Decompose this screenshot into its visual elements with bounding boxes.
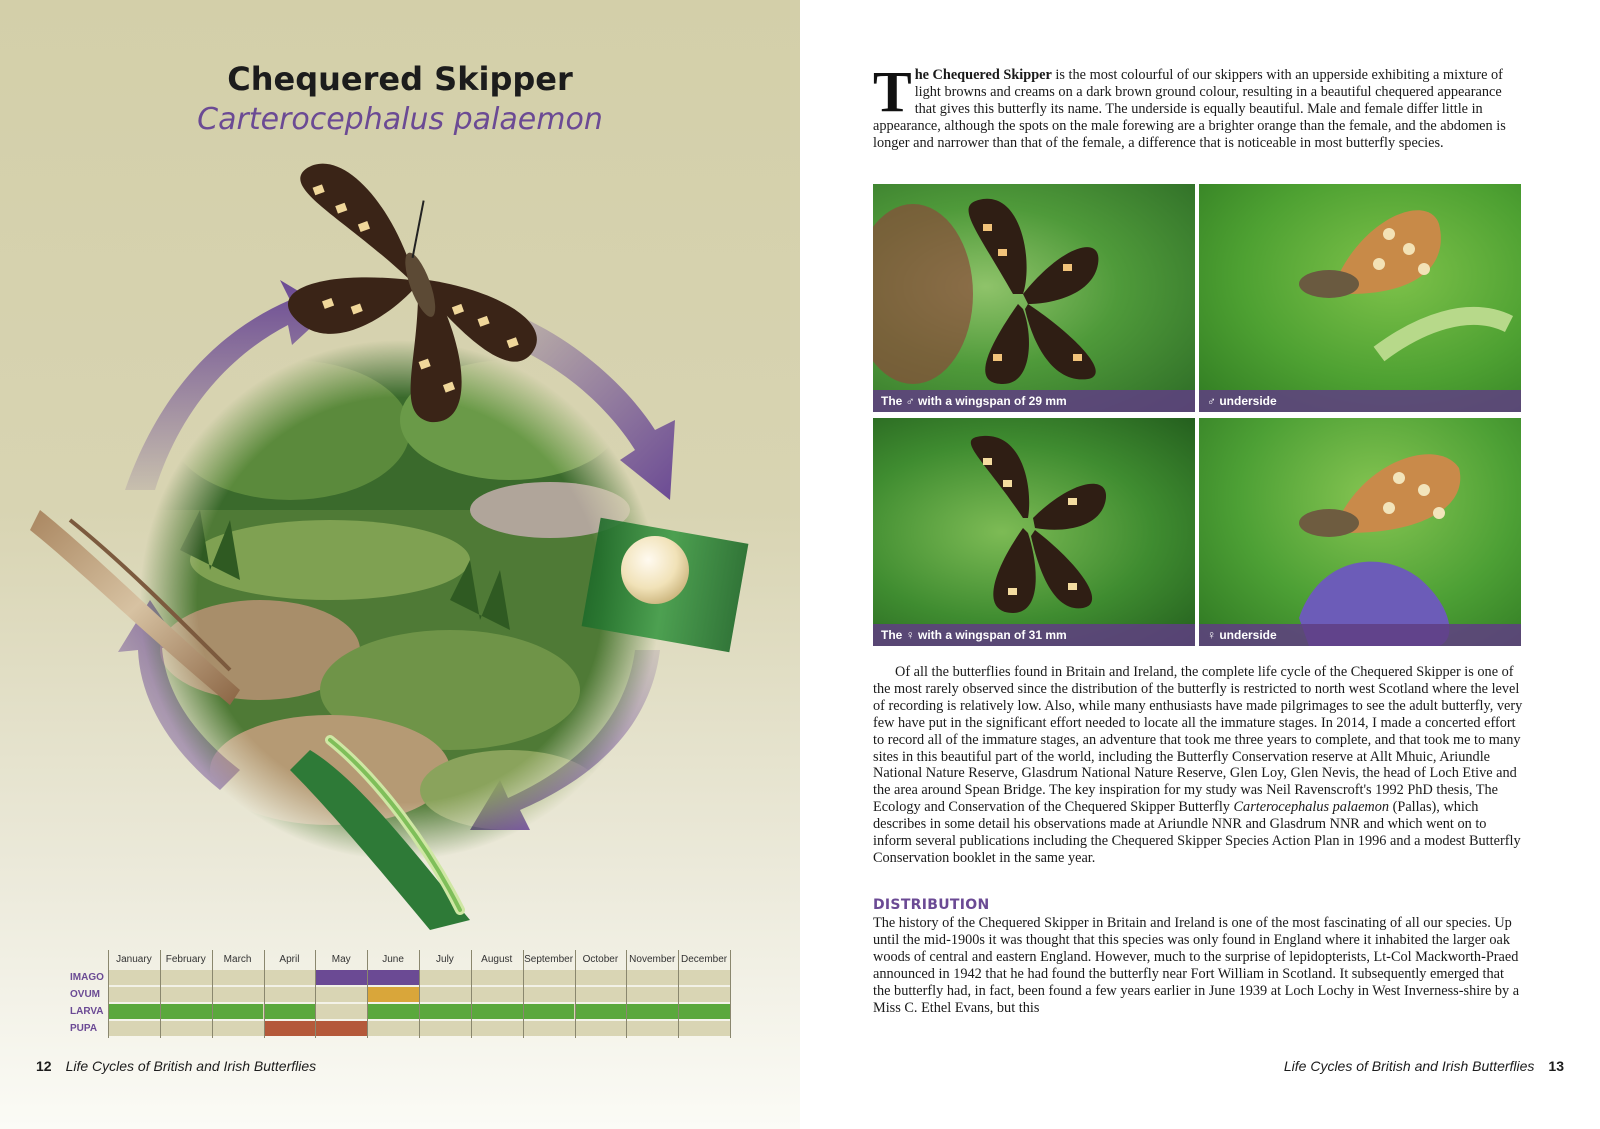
species-latin-name: Carterocephalus palaemon — [197, 102, 603, 137]
intro-text: is the most colourful of our skippers with an upperside exhibiting a mixture of light browns and creams on a dark brown ground colour, resulting in a beautiful chequered appearance that gives this butterfly its name. The underside is equally beautiful. Male and female differ little in appearance, although the spots on the male forewing are a brighter orange than the female, and the abdomen is longer and narrower than that of the female, a difference that is noticeable in most butterfly species. — [873, 67, 1506, 151]
month-divider — [471, 950, 472, 1038]
stage-label: LARVA — [70, 1006, 104, 1017]
photo-grid — [873, 184, 1521, 646]
left-footer — [36, 1058, 316, 1074]
month-divider — [626, 950, 627, 1038]
drop-cap: T — [873, 59, 912, 124]
male-upperside-butterfly-icon — [873, 184, 1195, 412]
para2-text-b: (Pallas), which describes in some detail his observations made at Ariundle NNR and Glasdrum NNR and which went on to inform several publications including the Chequered Skipper Species Action Plan in 1996 and a modest Butterfly Conservation booklet in the same year. — [873, 799, 1521, 866]
right-footer — [1284, 1058, 1564, 1074]
month-label: February — [165, 954, 206, 965]
stage-bar — [419, 1004, 471, 1019]
photo-male-underside — [1199, 184, 1521, 412]
right-page — [800, 0, 1600, 1129]
stage-label: IMAGO — [70, 972, 104, 983]
stage-row — [70, 1021, 730, 1036]
stage-bar — [367, 1004, 419, 1019]
month-label: September — [524, 954, 574, 965]
photo-caption: ♂ underside — [1199, 390, 1521, 412]
month-divider — [108, 950, 109, 1038]
stage-bar — [523, 1004, 575, 1019]
book-title: Life Cycles of British and Irish Butterflies — [1283, 1058, 1535, 1074]
stage-bar — [575, 1004, 627, 1019]
distribution-paragraph: The history of the Chequered Skipper in Britain and Ireland is one of the most fascinating of all our species. Up until the mid-1900s it was thought that this species was only found in England where it inhabited the larger oak woods of central and eastern England. However, much to the surprise of lepidopterists, Lt-Col Mackworth-Praed announced in 1942 that he had found the butterfly near Fort William in Scotland. It subsequently emerged that the butterfly had, in fact, been found a few years earlier in June 1939 at Loch Lochy in West Inverness-shire by a Miss C. Ethel Evans, but this — [873, 915, 1520, 1016]
month-divider — [264, 950, 265, 1038]
photo-caption: ♀ underside — [1199, 624, 1521, 646]
month-divider — [419, 950, 420, 1038]
book-title: Life Cycles of British and Irish Butterflies — [65, 1058, 317, 1074]
distribution-heading: DISTRIBUTION — [873, 897, 990, 913]
life-cycle-illustration — [30, 130, 770, 930]
life-cycle-paragraph — [873, 664, 1523, 867]
stage-row — [70, 970, 730, 985]
female-underside-butterfly-icon — [1199, 418, 1521, 646]
stage-label: PUPA — [70, 1023, 98, 1034]
stage-bar — [212, 1004, 264, 1019]
stage-bar — [471, 1004, 523, 1019]
month-divider — [575, 950, 576, 1038]
month-label: July — [436, 954, 454, 965]
male-underside-butterfly-icon — [1199, 184, 1521, 412]
photo-male-upperside — [873, 184, 1195, 412]
stage-bar — [160, 1004, 212, 1019]
photo-female-upperside — [873, 418, 1195, 646]
stage-bar — [315, 970, 367, 985]
photo-female-underside — [1199, 418, 1521, 646]
para2-latin-name: Carterocephalus palaemon — [1233, 799, 1390, 816]
month-divider — [367, 950, 368, 1038]
stage-bar — [264, 1021, 316, 1036]
stage-row — [70, 987, 730, 1002]
stage-bar — [626, 1004, 678, 1019]
stage-bar — [315, 1021, 367, 1036]
photo-caption: The ♀ with a wingspan of 31 mm — [873, 624, 1195, 646]
para2-text-a: Of all the butterflies found in Britain and Ireland, the complete life cycle of the Chequered Skipper is one of the most rarely observed since the distribution of the butterfly is restricted to north west Scotland where the level of recording is relatively low. Also, while many enthusiasts have made pilgrimages to see the adult butterfly, very few have put in the significant effort needed to locate all the immature stages. In 2014, I made a concerted effort to record all of the immature stages, an adventure that took me three years to complete, and that took me to many sites in this beautiful part of the world, including the Butterfly Conservation reserve at Allt Mhuic, Ariundle National Nature Reserve, Glasdrum National Nature Reserve, Glen Loy, Glen Nevis, the head of Loch Etive and the area around Spean Bridge. The key inspiration for my study was Neil Ravenscroft's 1992 PhD thesis, The Ecology and Conservation of the Chequered Skipper Butterfly — [873, 664, 1523, 816]
page-number: 12 — [36, 1058, 52, 1074]
month-divider — [160, 950, 161, 1038]
month-label: January — [116, 954, 152, 965]
month-divider — [212, 950, 213, 1038]
month-label: May — [331, 954, 351, 965]
month-divider — [678, 950, 679, 1038]
species-title: Chequered Skipper — [227, 60, 573, 98]
month-label: June — [382, 954, 404, 965]
month-label: March — [223, 954, 252, 965]
female-upperside-butterfly-icon — [873, 418, 1195, 646]
stage-bar — [264, 1004, 316, 1019]
month-label: August — [481, 954, 513, 965]
stage-label: OVUM — [70, 989, 100, 1000]
month-label: April — [279, 954, 300, 965]
stage-bar — [367, 987, 419, 1002]
stage-row — [70, 1004, 730, 1019]
stage-bar — [108, 1004, 160, 1019]
stage-bar — [367, 970, 419, 985]
photo-caption: The ♂ with a wingspan of 29 mm — [873, 390, 1195, 412]
month-divider — [730, 950, 731, 1038]
month-divider — [523, 950, 524, 1038]
month-label: December — [681, 954, 728, 965]
intro-bold-lead: he Chequered Skipper — [914, 67, 1052, 83]
month-divider — [315, 950, 316, 1038]
stage-bar — [678, 1004, 730, 1019]
month-label: October — [582, 954, 619, 965]
month-label: November — [629, 954, 676, 965]
page-number: 13 — [1548, 1058, 1564, 1074]
intro-paragraph — [873, 59, 1523, 152]
